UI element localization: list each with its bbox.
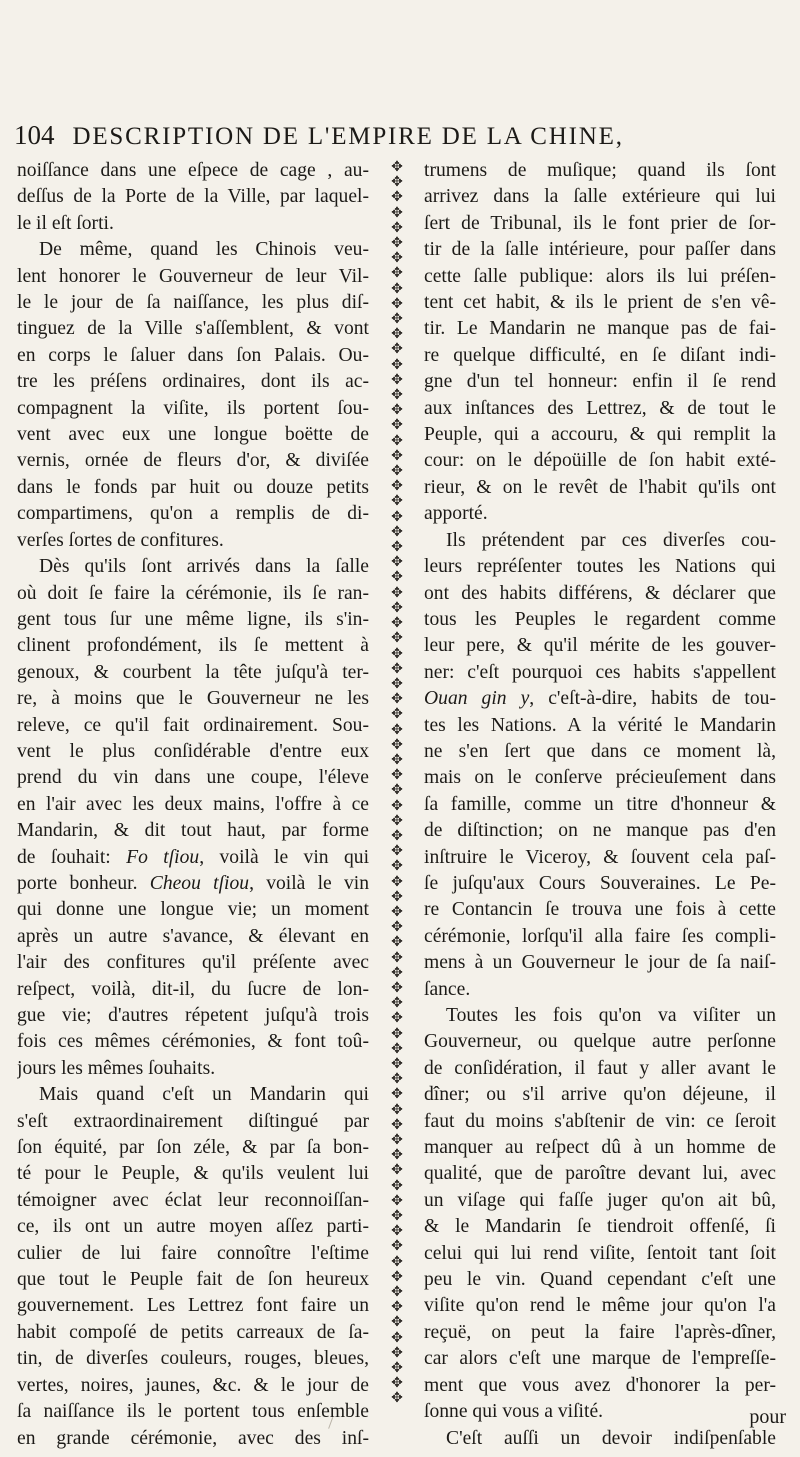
text-line: ce, ils ont un autre moyen aſſez parti-: [17, 1216, 369, 1238]
text-line: ne s'en ſert que dans ce moment là,: [424, 740, 776, 762]
text-line: Ils prétendent par ces diverſes cou-: [446, 529, 776, 551]
text-line: re quelque difficulté, en ſe diſant indi-: [424, 344, 776, 366]
text-line: gent tous ſur une même ligne, ils s'in-: [17, 608, 369, 630]
fleuron-icon: ✥: [391, 1133, 403, 1148]
text-line: vent avec eux une longue boëtte de: [17, 424, 369, 446]
fleuron-icon: ✥: [391, 996, 403, 1012]
text-segment: , voilà le vin qui: [199, 846, 369, 868]
text-line: cette ſalle publique: alors ils lui préſen-: [424, 265, 776, 287]
text-line: jours les mêmes ſouhaits.: [17, 1057, 216, 1079]
fleuron-icon: ✥: [391, 1345, 403, 1361]
text-segment: de ſouhait:: [17, 846, 127, 868]
text-line: vertes, noires, jaunes, &c. & le jour de: [17, 1374, 369, 1396]
text-line: inſtruire le Viceroy, & ſouvent cela paſ-: [424, 846, 776, 868]
fleuron-icon: ✥: [391, 1087, 403, 1103]
fleuron-icon: ✥: [391, 1391, 403, 1405]
text-segment: , voilà le vin: [249, 872, 369, 894]
text-line: en grande cérémonie, avec des inſ-: [17, 1427, 369, 1449]
italic-phrase: Fo tſiou: [126, 846, 200, 868]
fleuron-icon: ✥: [391, 509, 403, 525]
text-line: dîner; ou s'il arrive qu'on déjeune, il: [424, 1084, 776, 1106]
left-column: [17, 158, 369, 1452]
text-line: peu le vin. Quand cependant c'eſt une: [424, 1269, 776, 1291]
fleuron-icon: ✥: [391, 418, 403, 434]
italic-phrase: Cheou tſiou: [149, 872, 250, 894]
fleuron-icon: ✥: [391, 388, 403, 404]
text-line: gne d'un tel honneur: enfin il ſe rend: [424, 371, 776, 393]
fleuron-icon: ✥: [391, 236, 403, 252]
text-line: & le Mandarin ſe tiendroit offenſé, ſi: [424, 1216, 776, 1238]
text-segment: porte bonheur.: [17, 872, 150, 894]
fleuron-icon: ✥: [391, 1209, 403, 1225]
text-line: ſa famille, comme un titre d'honneur &: [424, 793, 776, 815]
fleuron-icon: ✥: [391, 631, 403, 647]
fleuron-icon: ✥: [391, 1117, 403, 1133]
text-line: en l'air avec les deux mains, l'offre à ce: [17, 793, 369, 815]
fleuron-icon: ✥: [391, 1102, 403, 1118]
text-line: l'air des confitures qu'il préſente avec: [17, 952, 369, 974]
fleuron-icon: ✥: [391, 768, 403, 784]
text-line: cour: on le dépoüille de ſon habit exté-: [424, 450, 776, 472]
text-line: gue vie; d'autres répetent juſqu'à trois: [17, 1005, 369, 1026]
text-line: ment que vous avez d'honorer la per-: [424, 1374, 776, 1396]
fleuron-icon: ✥: [391, 874, 403, 890]
text-line: ſe juſqu'aux Cours Souveraines. Le Pe-: [424, 872, 776, 894]
text-line: qui donne une longue vie; un moment: [17, 899, 369, 921]
fleuron-icon: ✥: [391, 524, 403, 540]
text-line: ſance.: [424, 978, 471, 1000]
text-line: tous les Peuples le regardent comme: [424, 608, 776, 630]
fleuron-icon: ✥: [391, 433, 403, 449]
text-line: où doit ſe faire la cérémonie, ils ſe ran-: [17, 582, 369, 604]
fleuron-icon: ✥: [391, 1041, 403, 1057]
running-head: [14, 120, 790, 156]
text-line: habit compoſé de petits carreaux de ſa-: [17, 1321, 369, 1343]
text-line: cérémonie, lorſqu'il alla faire ſes compli-: [424, 925, 776, 947]
fleuron-icon: ✥: [391, 707, 403, 723]
text-line: De même, quand les Chinois veu-: [39, 239, 369, 261]
text-line: après un autre s'avance, & élevant en: [17, 925, 369, 947]
text-line: dans le fonds par huit ou douze petits: [17, 476, 369, 498]
fleuron-icon: ✥: [391, 752, 403, 768]
text-line: genoux, & courbent la tête juſqu'à ter-: [17, 661, 369, 683]
fleuron-icon: ✥: [391, 616, 403, 632]
text-line: verſes ſortes de confitures.: [17, 529, 224, 551]
fleuron-icon: ✥: [391, 160, 403, 175]
text-line: deſſus de la Porte de la Ville, par laquel-: [17, 186, 369, 208]
text-line: faut du moins s'abſtenir de vin: ce ſeroit: [424, 1110, 776, 1132]
text-line: leur pere, & qu'il mérite de les gouver-: [424, 635, 776, 657]
fleuron-icon: ✥: [391, 980, 403, 996]
text-line: manquer au reſpect dû à un homme de: [424, 1137, 776, 1159]
text-line: compagnent la viſite, ils portent ſou-: [17, 397, 369, 419]
fleuron-icon: ✥: [391, 1254, 403, 1270]
text-line: [17, 871, 369, 897]
fleuron-icon: ✥: [391, 889, 403, 905]
text-line: [424, 686, 776, 712]
text-line: re, à moins que le Gouverneur ne les: [17, 688, 369, 710]
fleuron-icon: ✥: [391, 190, 403, 206]
text-line: clinent profondément, ils ſe mettent à: [17, 635, 369, 657]
fleuron-icon: ✥: [391, 783, 403, 799]
text-line: apporté.: [424, 503, 488, 525]
text-line: culier de lui faire connoître l'eſtime: [17, 1242, 369, 1264]
fleuron-icon: ✥: [391, 950, 403, 966]
fleuron-icon: ✥: [391, 935, 403, 951]
text-line: compartimens, qu'on a remplis de di-: [17, 503, 369, 525]
text-line: noiſſance dans une eſpece de cage , au-: [17, 160, 369, 181]
text-line: aux inſtances des Lettrez, & de tout le: [424, 397, 776, 419]
catchword: pour: [749, 1406, 786, 1428]
fleuron-icon: ✥: [391, 1315, 403, 1331]
text-line: reçuë, on peut la faire l'après-dîner,: [424, 1321, 776, 1343]
fleuron-icon: ✥: [391, 1178, 403, 1194]
fleuron-icon: ✥: [391, 1330, 403, 1346]
fleuron-icon: ✥: [391, 494, 403, 510]
text-line: Mais quand c'eſt un Mandarin qui: [39, 1084, 369, 1106]
page-number: 104: [14, 120, 55, 150]
fleuron-icon: ✥: [391, 965, 403, 981]
text-line: re Contancin ſe trouva une fois à cette: [424, 899, 776, 921]
fleuron-icon: ✥: [391, 1376, 403, 1392]
fleuron-icon: ✥: [391, 585, 403, 601]
text-line: ſonne qui vous a viſité.: [424, 1401, 604, 1423]
fleuron-icon: ✥: [391, 661, 403, 677]
text-line: mens à un Gouverneur le jour de ſa naiſ-: [424, 952, 776, 974]
fleuron-icon: ✥: [391, 296, 403, 312]
text-line: mais on le conſerve précieuſement dans: [424, 767, 776, 789]
fleuron-icon: ✥: [391, 175, 403, 191]
text-line: s'eſt extraordinairement diſtingué par: [17, 1110, 369, 1132]
text-line: car alors c'eſt une marque de l'empreſſe-: [424, 1348, 776, 1370]
right-column: [424, 158, 776, 1452]
fleuron-icon: ✥: [391, 904, 403, 920]
text-line: en corps le ſaluer dans ſon Palais. Ou-: [17, 344, 369, 366]
text-line: viſite qu'on rend le même jour qu'on l'a: [424, 1295, 776, 1317]
fleuron-icon: ✥: [391, 737, 403, 753]
text-line: de diſtinction; on ne manque pas d'en: [424, 820, 776, 842]
fleuron-icon: ✥: [391, 1163, 403, 1179]
fleuron-icon: ✥: [391, 342, 403, 358]
fleuron-icon: ✥: [391, 220, 403, 236]
text-line: reſpect, voilà, dit-il, du ſucre de lon-: [17, 978, 369, 1000]
text-line: qualité, que de paroître devant lui, avec: [424, 1163, 776, 1185]
text-line: le il eſt ſorti.: [17, 212, 114, 234]
text-line: té pour le Peuple, & qu'ils veulent lui: [17, 1163, 369, 1185]
text-line: leurs repréſenter toutes les Nations qui: [424, 556, 776, 578]
fleuron-icon: ✥: [391, 1285, 403, 1301]
fleuron-icon: ✥: [391, 464, 403, 480]
fleuron-icon: ✥: [391, 555, 403, 571]
fleuron-icon: ✥: [391, 403, 403, 419]
text-line: ſa naiſſance ils le portent tous enſemble: [17, 1401, 369, 1423]
text-line: releve, ce qu'il fait ordinairement. Sou-: [17, 714, 369, 736]
text-line: ſert de Tribunal, ils le font prier de ſor-: [424, 212, 776, 234]
text-line: fois ces mêmes cérémonies, & font toû-: [17, 1031, 369, 1053]
text-line: tre les préſens ordinaires, dont ils ac-: [17, 371, 369, 393]
text-line: trumens de muſique; quand ils ſont: [424, 160, 776, 181]
fleuron-icon: ✥: [391, 570, 403, 586]
fleuron-icon: ✥: [391, 859, 403, 875]
fleuron-icon: ✥: [391, 1239, 403, 1255]
text-line: prend du vin dans une coupe, l'éleve: [17, 767, 369, 789]
fleuron-icon: ✥: [391, 1148, 403, 1164]
text-line: Peuple, qui a accouru, & qui remplit la: [424, 424, 776, 446]
fleuron-icon: ✥: [391, 920, 403, 936]
text-line: celui qui lui rend viſite, ſentoit tant ſoit: [424, 1242, 776, 1264]
fleuron-icon: ✥: [391, 266, 403, 282]
fleuron-icon: ✥: [391, 1056, 403, 1072]
fleuron-icon: ✥: [391, 1193, 403, 1209]
text-segment: , c'eſt-à-dire, habits de tou-: [529, 688, 776, 710]
text-line: [17, 845, 369, 871]
italic-phrase: Ouan gin y: [424, 688, 530, 710]
fleuron-icon: ✥: [391, 600, 403, 616]
fleuron-icon: ✥: [391, 1361, 403, 1377]
fleuron-icon: ✥: [391, 646, 403, 662]
text-line: rieur, & on le revêt de l'habit qu'ils ont: [424, 476, 776, 498]
fleuron-icon: ✥: [391, 1300, 403, 1316]
fleuron-icon: ✥: [391, 357, 403, 373]
fleuron-icon: ✥: [391, 1269, 403, 1285]
text-line: tir. Le Mandarin ne manque pas de fai-: [424, 318, 776, 340]
fleuron-icon: ✥: [391, 281, 403, 297]
fleuron-icon: ✥: [391, 1011, 403, 1027]
page-title: DESCRIPTION DE L'EMPIRE DE LA CHINE,: [72, 123, 624, 150]
fleuron-icon: ✥: [391, 312, 403, 328]
text-line: le le jour de ſa naiſſance, les plus diſ-: [17, 292, 369, 314]
fleuron-icon: ✥: [391, 372, 403, 388]
text-line: lent honorer le Gouverneur de leur Vil-: [17, 265, 369, 287]
text-line: tin, de diverſes couleurs, rouges, bleues,: [17, 1348, 369, 1370]
fleuron-icon: ✥: [391, 448, 403, 464]
text-line: de conſidération, il faut y aller avant le: [424, 1057, 776, 1079]
fleuron-icon: ✥: [391, 1072, 403, 1088]
text-line: Toutes les fois qu'on va viſiter un: [446, 1005, 776, 1026]
text-line: Gouverneur, ou quelque autre perſonne: [424, 1031, 776, 1053]
text-line: Mandarin, & dit tout haut, par forme: [17, 820, 369, 842]
fleuron-icon: ✥: [391, 205, 403, 221]
text-line: vernis, ornée de fleurs d'or, & diviſée: [17, 450, 369, 472]
fleuron-icon: ✥: [391, 1026, 403, 1042]
text-line: tent cet habit, & ils le prient de s'en vê-: [424, 292, 776, 314]
text-line: ner: c'eſt pourquoi ces habits s'appellent: [424, 661, 776, 683]
text-line: arrivez dans la ſalle extérieure qui lui: [424, 186, 776, 208]
fleuron-icon: ✥: [391, 540, 403, 556]
ornamental-divider: [382, 160, 412, 1405]
text-line: un viſage qui faſſe juger qu'on ait bû,: [424, 1189, 776, 1211]
fleuron-icon: ✥: [391, 251, 403, 267]
text-line: Dès qu'ils ſont arrivés dans la ſalle: [39, 556, 369, 578]
fleuron-icon: ✥: [391, 676, 403, 692]
fleuron-icon: ✥: [391, 479, 403, 495]
text-line: vent le plus conſidérable d'entre eux: [17, 740, 369, 762]
fleuron-icon: ✥: [391, 798, 403, 814]
text-line: tinguez de la Ville s'aſſemblent, & vont: [17, 318, 369, 340]
text-line: tir de la ſalle intérieure, pour paſſer dans: [424, 239, 776, 261]
text-line: tes les Nations. A la vérité le Mandarin: [424, 714, 776, 736]
fleuron-icon: ✥: [391, 844, 403, 860]
text-line: C'eſt auſſi un devoir indiſpenſable: [446, 1427, 776, 1449]
fleuron-icon: ✥: [391, 722, 403, 738]
text-line: gouvernement. Les Lettrez font faire un: [17, 1295, 369, 1317]
fleuron-icon: ✥: [391, 813, 403, 829]
text-line: ont des habits différens, & déclarer que: [424, 582, 776, 604]
fleuron-icon: ✥: [391, 828, 403, 844]
fleuron-icon: ✥: [391, 1224, 403, 1240]
text-line: témoigner avec éclat leur reconnoiſſan-: [17, 1189, 369, 1211]
fleuron-icon: ✥: [391, 692, 403, 708]
text-line: ſon équité, par ſon zéle, & par ſa bon-: [17, 1137, 369, 1159]
fleuron-icon: ✥: [391, 327, 403, 343]
text-line: que tout le Peuple fait de ſon heureux: [17, 1269, 369, 1291]
